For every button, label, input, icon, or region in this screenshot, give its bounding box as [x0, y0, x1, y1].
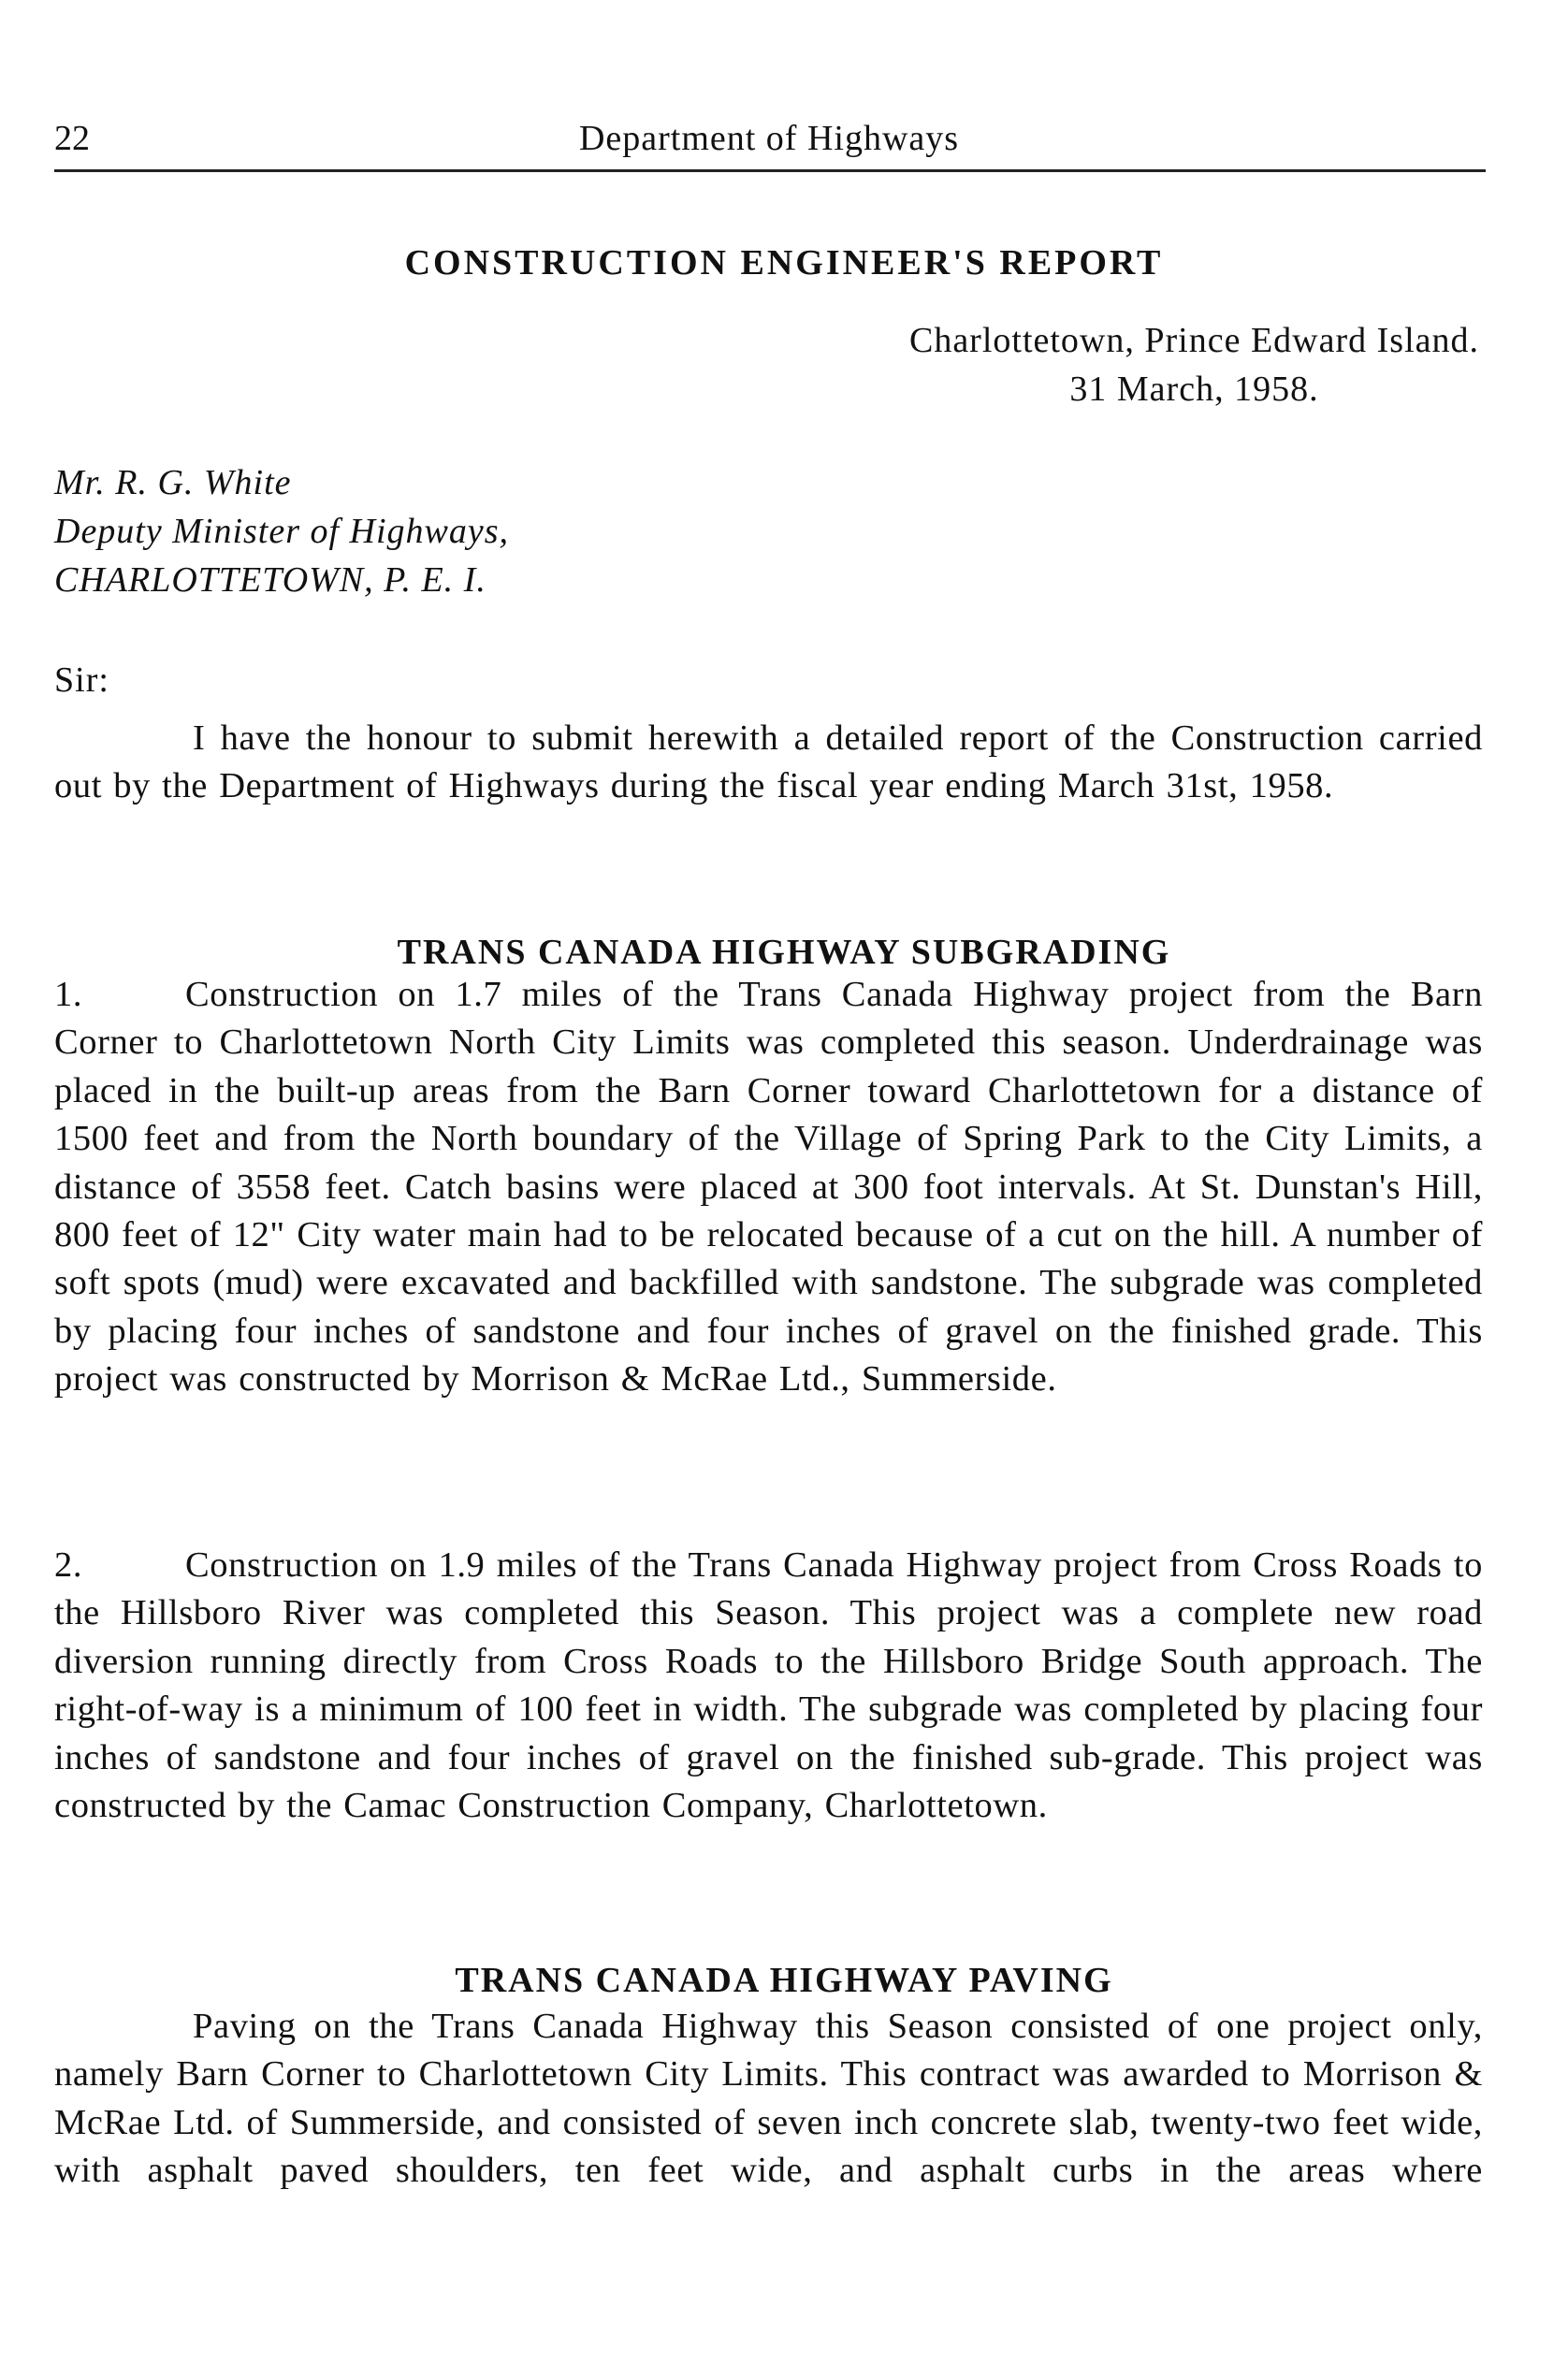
page-header: [54, 114, 1484, 163]
subgrading-section-title: TRANS CANADA HIGHWAY SUBGRADING: [397, 932, 1171, 972]
item-text: Construction on 1.7 miles of the Trans Canada Highway project from the Barn Corner to Charlottetown North City Limits was completed this season. Underdrainage was placed in the built-up areas from the Barn Corner toward Charlottetown for a distance of 1500 feet and from the North boundary of the Village of Spring Park to the City Limits, a distance of 3558 feet. Catch basins were placed at 300 foot intervals. At St. Dunstan's Hill, 800 feet of 12" City water main had to be relocated because of a cut on the hill. A number of soft spots (mud) were excavated and backfilled with sandstone. The subgrade was completed by placing four inches of sandstone and four inches of gravel on the finished grade. This project was constructed by Morrison & McRae Ltd., Summerside.: [54, 975, 1483, 1399]
item-text: Construction on 1.9 miles of the Trans Canada Highway project from Cross Roads to the Hillsboro River was completed this Season. This project was a complete new road diversion running directly from Cross Roads to the Hillsboro Bridge South approach. The right-of-way is a minimum of 100 feet in width. The subgrade was completed by placing four inches of sandstone and four inches of gravel on the finished sub-grade. This project was constructed by the Camac Construction Company, Charlottetown.: [54, 1545, 1483, 1826]
dateline: [909, 316, 1479, 413]
dateline-place: Charlottetown, Prince Edward Island.: [908, 321, 1479, 360]
report-title: CONSTRUCTION ENGINEER'S REPORT: [404, 243, 1164, 283]
recipient-name: Mr. R. G. White: [54, 463, 292, 502]
page-number: 22: [54, 119, 90, 158]
recipient-title: Deputy Minister of Highways,: [54, 512, 510, 551]
paving-section-title: TRANS CANADA HIGHWAY PAVING: [455, 1960, 1113, 2000]
header-rule: [54, 169, 1486, 172]
recipient-address: [54, 458, 509, 604]
running-title: Department of Highways: [578, 119, 960, 158]
dateline-date: 31 March, 1958.: [1069, 370, 1319, 409]
subgrading-item-2: [54, 1542, 1483, 1830]
intro-paragraph: I have the honour to submit herewith a detailed report of the Construction carried out by the Department of Highways during the fiscal year ending March 31st, 1958.: [54, 718, 1483, 806]
recipient-location: CHARLOTTETOWN, P. E. I.: [54, 560, 486, 600]
subgrading-item-1: [54, 971, 1483, 1404]
salutation: Sir:: [54, 660, 109, 700]
item-number: 2.: [54, 1545, 83, 1585]
paving-paragraph: Paving on the Trans Canada Highway this Season consisted of one project only, namely Barn Corner to Charlottetown City Limits. This contract was awarded to Morrison & McRae Ltd. of Summerside, and consisted of seven inch concrete slab, twenty-two feet wide, with asphalt paved shoulders, ten feet wide, and asphalt curbs in the areas where: [54, 2007, 1483, 2191]
item-number: 1.: [54, 975, 83, 1014]
